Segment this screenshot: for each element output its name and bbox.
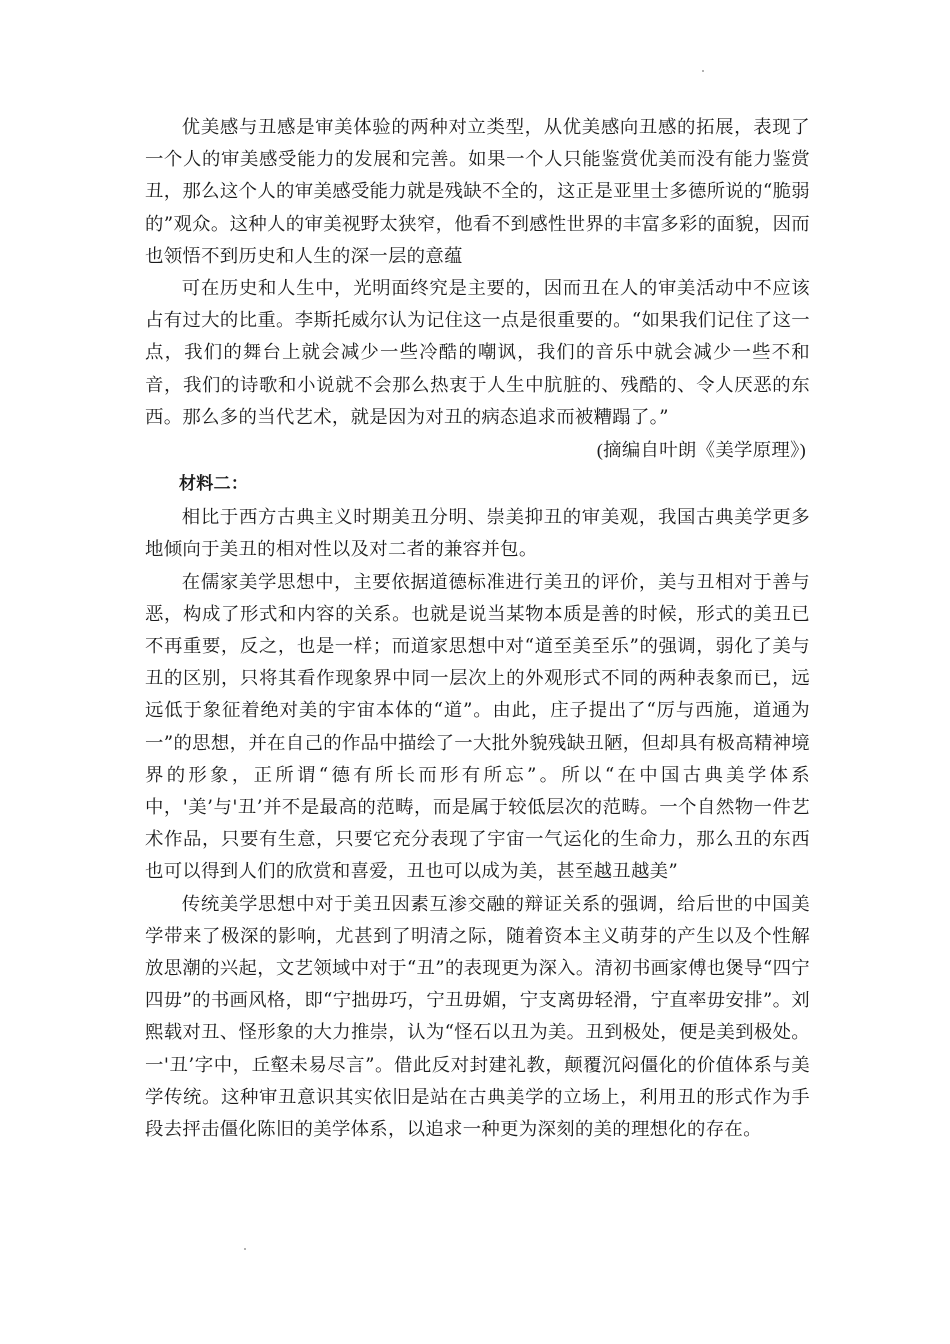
material1-paragraph-2: 可在历史和人生中，光明面终究是主要的，因而丑在人的审美活动中不应该占有过大的比重。李斯托威尔认为记住这一点是很重要的。“如果我们记住了这一点，我们的舞台上就会减少一些冷酷的嘲讽，我们的音乐中就会减少一些不和音，我们的诗歌和小说就不会那么热衷于人生中肮脏的、残酷的、令人厌恶的东西。那么多的当代艺术，就是因为对丑的病态追求而被糟蹋了。” (145, 278, 810, 428)
material2-paragraph-3: 传统美学思想中对于美丑因素互渗交融的辩证关系的强调，给后世的中国美学带来了极深的影响，尤甚到了明清之际，随着资本主义萌芽的产生以及个性解放思潮的兴起，文艺领域中对于“丑”的表现更为深入。清初书画家傅也煲导“四宁四毋”的书画风格，即“宁拙毋巧，宁丑毋媚，宁支离毋轻滑，宁直率毋安排”。刘熙载对丑、怪形象的大力推崇，认为“怪石以丑为美。丑到极处，便是美到极处。一'丑’字中，丘壑未易尽言”。借此反对封建礼教，颠覆沉闷僵化的价值体系与美学传统。这种审丑意识其实依旧是站在古典美学的立场上，利用丑的形式作为手段去抨击僵化陈旧的美学体系，以追求一种更为深刻的美的理想化的存在。 (145, 893, 810, 1141)
scan-speck (244, 1248, 246, 1250)
material1-paragraph-1: 优美感与丑感是审美体验的两种对立类型，从优美感向丑感的拓展，表现了一个人的审美感受能力的发展和完善。如果一个人只能鉴赏优美而没有能力鉴赏丑，那么这个人的审美感受能力就是残缺不全的，这正是亚里士多德所说的“脆弱的”观众。这种人的审美视野太狭窄，他看不到感性世界的丰富多彩的面貌，因而也领悟不到历史和人生的深一层的意蕴 (145, 117, 810, 267)
material2-paragraph-2: 在儒家美学思想中，主要依据道德标准进行美丑的评价，美与丑相对于善与恶，构成了形式和内容的关系。也就是说当某物本质是善的时候，形式的美丑已不再重要，反之，也是一样；而道家思想中对“道至美至乐”的强调，弱化了美与丑的区别，只将其看作现象界中同一层次上的外观形式不同的两种表象而已，远远低于象征着绝对美的宇宙本体的“道”。由此，庄子提出了“厉与西施，道通为一”的思想，并在自己的作品中描绘了一大批外貌残缺丑陋，但却具有极高精神境界的形象，正所谓“德有所长而形有所忘”。所以“在中国古典美学体系中，'美’与'丑’并不是最高的范畴，而是属于较低层次的范畴。一个自然物一件艺术作品，只要有生意，只要它充分表现了宇宙一气运化的生命力，那么丑的东西也可以得到人们的欣赏和喜爱，丑也可以成为美，甚至越丑越美” (145, 571, 810, 883)
source-citation: (摘编自叶朗《美学原理》) (596, 440, 806, 461)
material2-paragraph-1: 相比于西方古典主义时期美丑分明、崇美抑丑的审美观，我国古典美学更多地倾向于美丑的相对性以及对二者的兼容并包。 (145, 507, 810, 561)
scan-speck (702, 70, 704, 72)
material2-heading: 材料二： (179, 474, 249, 495)
article-body (145, 112, 810, 1146)
